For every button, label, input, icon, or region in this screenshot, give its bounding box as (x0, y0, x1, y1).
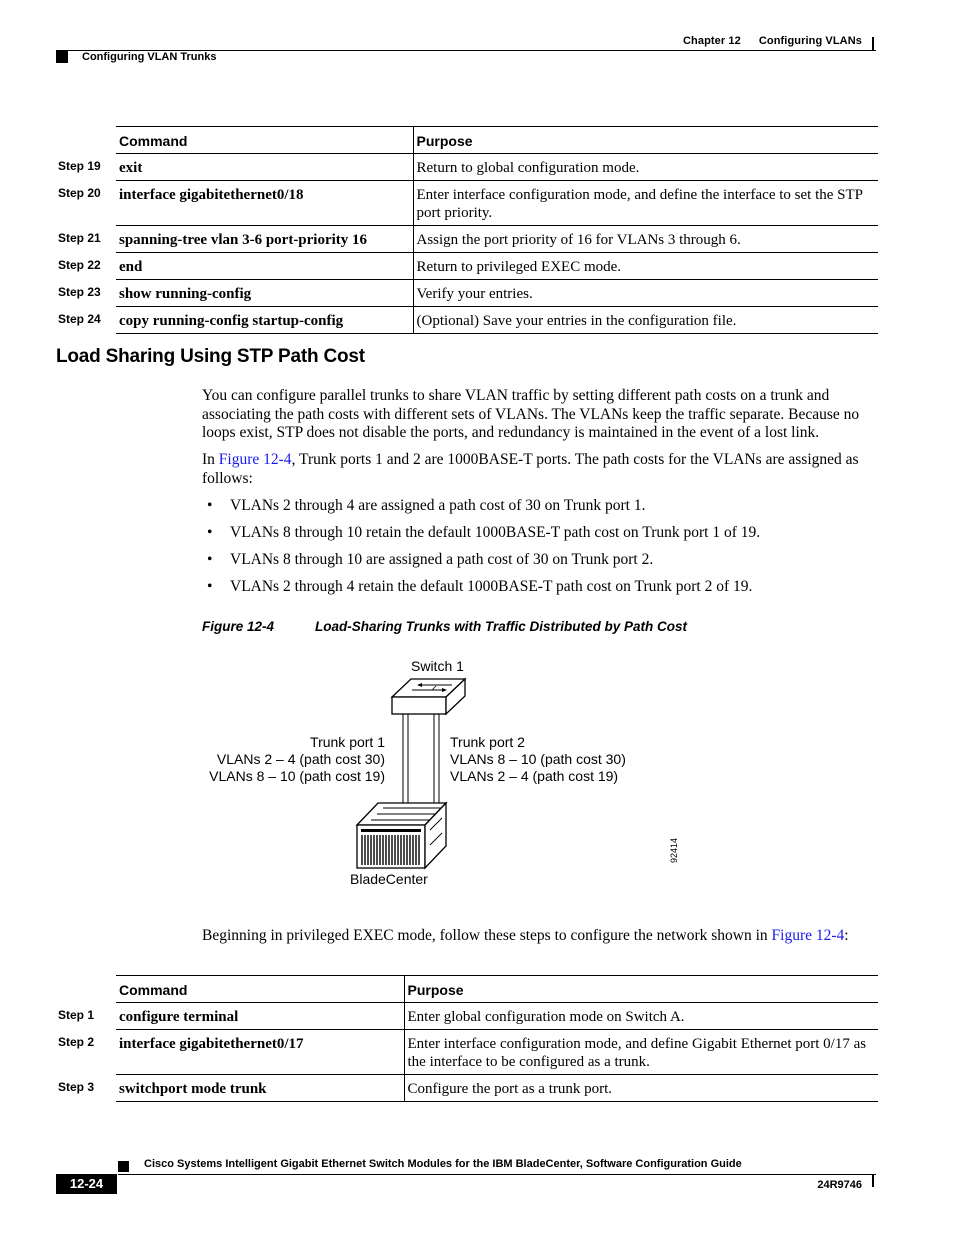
trunk-port-1-vlan-cost-a: VLANs 2 – 4 (path cost 30) (216, 751, 385, 767)
figure-number: Figure 12-4 (202, 619, 275, 634)
trunk-port-2-title: Trunk port 2 (450, 734, 525, 750)
purpose-header: Purpose (413, 127, 878, 154)
chapter-title: Configuring VLANs (758, 35, 862, 47)
command-cell: interface gigabitethernet0/17 (116, 1030, 404, 1075)
paragraph-suffix: , Trunk ports 1 and 2 are 1000BASE-T ports. The path costs for the VLANs are assigned as follows: (202, 451, 859, 487)
paragraph-prefix: In (202, 451, 219, 468)
section-heading: Load Sharing Using STP Path Cost (56, 346, 365, 367)
command-cell: switchport mode trunk (116, 1075, 404, 1102)
trunk-port-2-labels (450, 734, 626, 785)
page-number: 12-24 (56, 1174, 117, 1194)
section-running-title: Configuring VLAN Trunks (82, 51, 217, 63)
footer-square (118, 1161, 129, 1172)
procedure-intro-text: Beginning in privileged EXEC mode, follow these steps to configure the network shown in (202, 927, 772, 944)
command-header: Command (116, 127, 413, 154)
command-cell: show running-config (116, 280, 413, 307)
procedure-intro (202, 927, 877, 946)
figure-title: Load-Sharing Trunks with Traffic Distributed by Path Cost (315, 619, 688, 634)
list-item: • VLANs 8 through 10 are assigned a path cost of 30 on Trunk port 2. (202, 551, 877, 570)
step-label: Step 1 (58, 1007, 95, 1022)
procedure-intro-suffix: : (844, 927, 849, 944)
list-item: • VLANs 2 through 4 retain the default 1000BASE-T path cost on Trunk port 2 of 19. (202, 578, 877, 597)
table-row (58, 1003, 878, 1030)
purpose-cell: Enter interface configuration mode, and define the interface to set the STP port priority. (413, 181, 878, 226)
document-number: 24R9746 (817, 1179, 862, 1191)
command-cell: copy running-config startup-config (116, 307, 413, 334)
figure-art-id: 92414 (669, 837, 679, 863)
trunk-port-1-link (403, 714, 408, 812)
figure-link[interactable]: Figure 12-4 (218, 451, 292, 468)
list-item: • VLANs 2 through 4 are assigned a path cost of 30 on Trunk port 1. (202, 497, 877, 516)
step-label: Step 21 (58, 230, 101, 245)
purpose-header: Purpose (404, 976, 878, 1003)
trunk-port-1-vlan-cost-b: VLANs 8 – 10 (path cost 19) (209, 768, 385, 784)
step-label: Step 19 (58, 158, 101, 173)
step-label: Step 23 (58, 284, 101, 299)
trunk-port-1-title: Trunk port 1 (310, 734, 385, 750)
footer-rule (118, 1174, 876, 1175)
steps-table-2 (58, 975, 878, 1102)
purpose-cell: Configure the port as a trunk port. (404, 1075, 878, 1102)
command-cell: configure terminal (116, 1003, 404, 1030)
step-label: Step 22 (58, 257, 101, 272)
chapter-number: Chapter 12 (683, 35, 741, 47)
switch-label: Switch 1 (411, 658, 464, 674)
table-row (58, 1030, 878, 1075)
table-header-row (58, 976, 878, 1003)
command-header: Command (116, 976, 404, 1003)
step-label: Step 2 (58, 1034, 95, 1049)
purpose-cell: Return to global configuration mode. (413, 154, 878, 181)
purpose-cell: Assign the port priority of 16 for VLANs 3 through 6. (413, 226, 878, 253)
step-label: Step 20 (58, 185, 101, 200)
command-cell: end (116, 253, 413, 280)
purpose-cell: Return to privileged EXEC mode. (413, 253, 878, 280)
purpose-cell: Enter interface configuration mode, and define Gigabit Ethernet port 0/17 as the interface to be configured as a trunk. (404, 1030, 878, 1075)
figure-link[interactable]: Figure 12-4 (771, 927, 845, 944)
bladecenter-label: BladeCenter (350, 871, 428, 887)
purpose-cell: Enter global configuration mode on Switch A. (404, 1003, 878, 1030)
guide-title: Cisco Systems Intelligent Gigabit Ethernet Switch Modules for the IBM BladeCenter, Software Configuration Guide (144, 1158, 742, 1170)
purpose-cell: Verify your entries. (413, 280, 878, 307)
command-cell: interface gigabitethernet0/18 (116, 181, 413, 226)
footer-bar (872, 1174, 874, 1187)
step-label: Step 24 (58, 311, 101, 326)
table-row (58, 1075, 878, 1102)
command-cell: exit (116, 154, 413, 181)
trunk-port-2-vlan-cost-b: VLANs 2 – 4 (path cost 19) (450, 768, 619, 784)
intro-paragraph: You can configure parallel trunks to share VLAN traffic by setting different path costs on a trunk and associating the path costs with different sets of VLANs. The VLANs keep the traffic separate. Because no loops exist, STP does not disable the ports, and redundancy is maintained in the event of a lost link. (202, 387, 860, 441)
purpose-cell: (Optional) Save your entries in the configuration file. (413, 307, 878, 334)
trunk-port-2-vlan-cost-a: VLANs 8 – 10 (path cost 30) (450, 751, 626, 767)
switch-icon (392, 679, 465, 714)
trunk-port-1-labels (195, 734, 385, 785)
step-label: Step 3 (58, 1079, 95, 1094)
command-cell: spanning-tree vlan 3-6 port-priority 16 (116, 226, 413, 253)
list-item: • VLANs 8 through 10 retain the default 1000BASE-T path cost on Trunk port 1 of 19. (202, 524, 877, 543)
trunk-port-2-link (434, 714, 439, 812)
bladecenter-icon (357, 803, 446, 868)
